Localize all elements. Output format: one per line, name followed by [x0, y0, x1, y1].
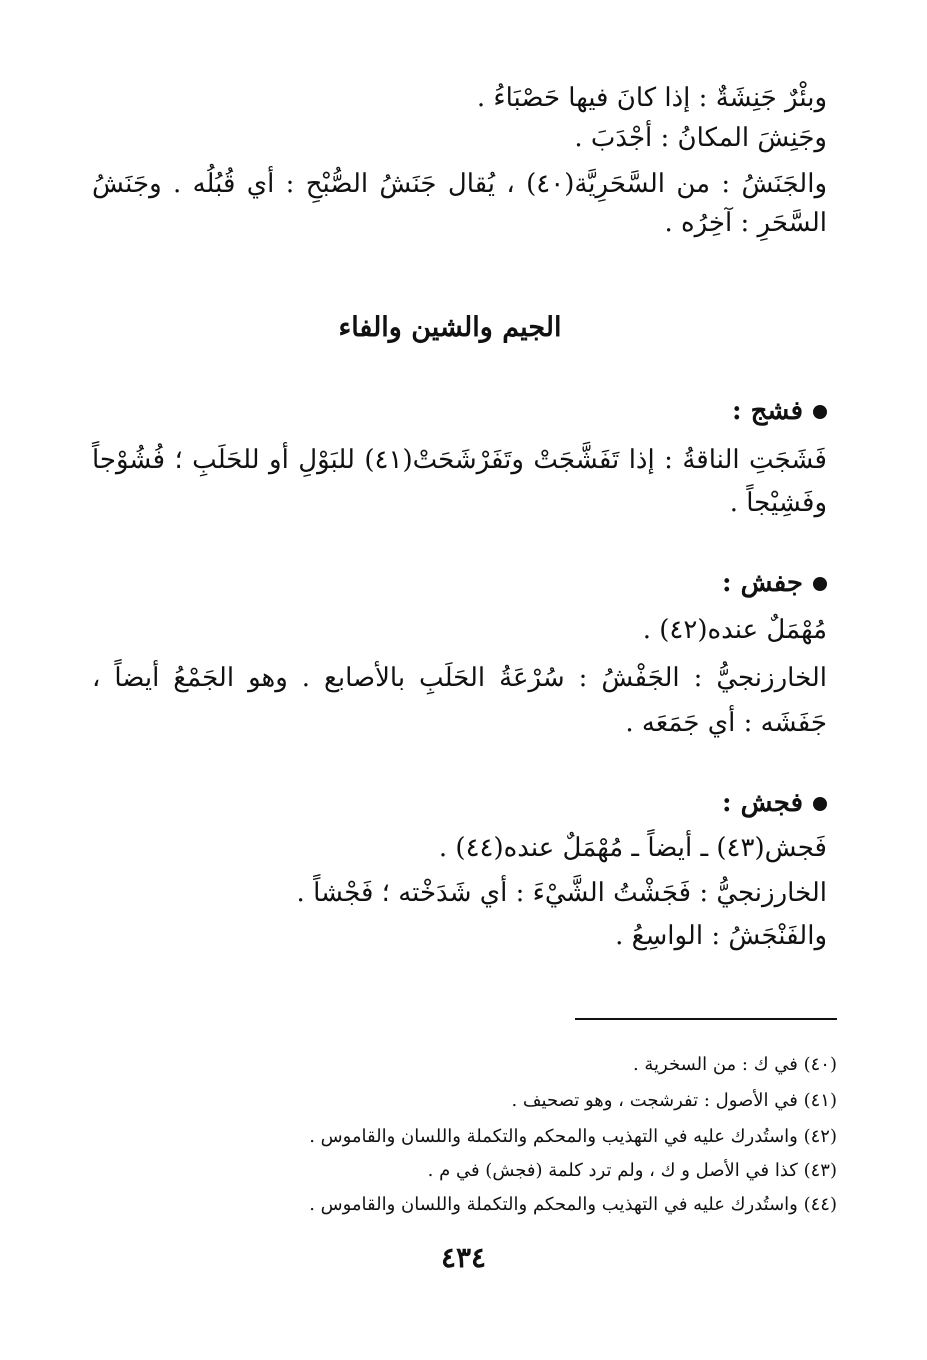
headword-label: جفش :	[721, 568, 803, 598]
text-line: فَجش(٤٣) ـ أيضاً ـ مُهْمَلٌ عنده(٤٤) .	[438, 833, 827, 863]
footnote: (٤٢) واستُدرك عليه في التهذيب والمحكم والتكملة واللسان والقاموس .	[309, 1126, 837, 1147]
text-line: وفَشِيْجاً .	[729, 488, 827, 518]
text-line: جَفَشَه : أي جَمَعَه .	[625, 708, 827, 738]
text-line: الخارزنجيُّ : فَجَشْتُ الشَّيْءَ : أي شَدَخْته ؛ فَجْشاً .	[296, 878, 827, 908]
page-number: ٤٣٤	[440, 1241, 487, 1274]
text-line: الخارزنجيُّ : الجَفْشُ : سُرْعَةُ الحَلَبِ بالأصابع . وهو الجَمْعُ أيضاً ،	[92, 663, 827, 693]
bullet-icon	[813, 797, 827, 811]
footnote: (٤٤) واستُدرك عليه في التهذيب والمحكم والتكملة واللسان والقاموس .	[309, 1194, 837, 1215]
footnote: (٤١) في الأصول : تفرشجت ، وهو تصحيف .	[511, 1090, 837, 1111]
headword-label: فجش :	[721, 788, 803, 818]
section-heading: الجيم والشين والفاء	[338, 312, 562, 343]
text-line: والفَنْجَشُ : الواسِعُ .	[615, 921, 827, 951]
text-line: مُهْمَلٌ عنده(٤٢) .	[642, 615, 827, 645]
entry-headword	[732, 393, 827, 429]
text-line: وجَنِشَ المكانُ : أجْدَبَ .	[574, 123, 827, 153]
text-line: السَّحَرِ : آخِرُه .	[664, 208, 827, 238]
bullet-icon	[813, 405, 827, 419]
bullet-icon	[813, 577, 827, 591]
footnote-separator	[575, 1018, 837, 1020]
footnote: (٤٠) في ك : من السخرية .	[632, 1054, 837, 1075]
text-line: والجَنَشُ : من السَّحَرِيَّة(٤٠) ، يُقال جَنَشُ الصُّبْحِ : أي قُبُلُه . وجَنَشُ	[92, 169, 827, 199]
entry-headword	[722, 785, 827, 821]
entry-headword	[722, 565, 827, 601]
headword-label: فشج :	[731, 396, 803, 426]
text-line: فَشَجَتِ الناقةُ : إذا تَفَشَّجَتْ وتَفَرْشَحَتْ(٤١) للبَوْلِ أو للحَلَبِ ؛ فُشُوْجاً	[92, 445, 827, 475]
footnote: (٤٣) كذا في الأصل و ك ، ولم ترد كلمة (فجش) في م .	[427, 1160, 837, 1181]
text-line: وبئْرٌ جَنِشَةٌ : إذا كانَ فيها حَصْبَاءُ .	[476, 83, 827, 113]
